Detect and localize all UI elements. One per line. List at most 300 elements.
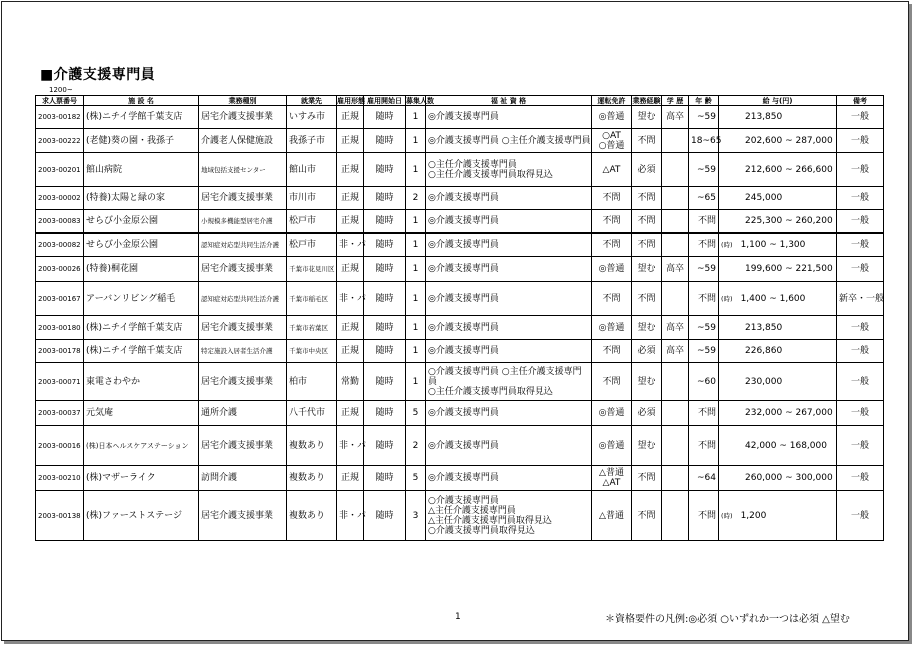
salary-value: 213,850 — [745, 112, 783, 122]
business-type-cell: 介護老人保健施設 — [199, 129, 287, 153]
job-id-cell: 2003-00178 — [36, 340, 84, 363]
qualification-cell — [426, 210, 592, 233]
salary-cell — [719, 491, 837, 541]
license-line: △普通 — [599, 468, 624, 478]
qualification-line: 員 — [428, 376, 438, 387]
note-cell: 一般 — [837, 257, 884, 282]
job-id-cell: 2003-00138 — [36, 491, 84, 541]
salary-cell — [719, 401, 837, 426]
business-type-cell: 特定施設入居者生活介護 — [199, 340, 287, 363]
qualification-line: ◎介護支援専門員 — [428, 239, 499, 250]
job-id-cell: 2003-00180 — [36, 316, 84, 340]
education-cell — [662, 153, 689, 187]
headcount-cell: 5 — [406, 466, 426, 491]
salary-value: 1,100 ~ 1,300 — [740, 239, 806, 250]
headcount-cell: 1 — [406, 153, 426, 187]
facility-name-cell: (株)日本ヘルスケアステーション — [84, 426, 199, 466]
note-cell: 一般 — [837, 363, 884, 401]
education-cell — [662, 187, 689, 210]
location-cell: 八千代市 — [287, 401, 337, 426]
experience-cell: 不問 — [632, 129, 662, 153]
experience-cell: 不問 — [632, 282, 662, 316]
location-cell: 千葉市中央区 — [287, 340, 337, 363]
job-id-cell: 2003-00201 — [36, 153, 84, 187]
table-row — [36, 491, 884, 541]
employment-type-cell: 正規 — [337, 257, 364, 282]
business-type-cell: 居宅介護支援事業 — [199, 363, 287, 401]
note-cell: 一般 — [837, 210, 884, 233]
education-cell: 高卒 — [662, 316, 689, 340]
license-cell — [592, 426, 632, 466]
business-type-cell: 居宅介護支援事業 — [199, 257, 287, 282]
experience-cell: 不問 — [632, 210, 662, 233]
license-cell — [592, 491, 632, 541]
header-cell: 求人票番号 — [36, 96, 84, 106]
note-cell: 一般 — [837, 187, 884, 210]
header-cell: 施 設 名 — [84, 96, 199, 106]
start-date-cell: 随時 — [364, 129, 406, 153]
license-cell — [592, 466, 632, 491]
age-cell: ~65 — [689, 187, 719, 210]
location-cell: 千葉市若葉区 — [287, 316, 337, 340]
facility-name-cell: (老健)葵の園・我孫子 — [84, 129, 199, 153]
business-type-cell: 地域包括支援センター — [199, 153, 287, 187]
facility-name-cell: せらび小金原公園 — [84, 233, 199, 257]
start-date-cell: 随時 — [364, 491, 406, 541]
qualification-legend: ＊資格要件の凡例:◎必須 ○いずれか一つは必須 △望む — [605, 614, 850, 625]
header-cell: 就業先 — [287, 96, 337, 106]
location-cell: 館山市 — [287, 153, 337, 187]
employment-type-cell: 非・パ — [337, 282, 364, 316]
salary-cell — [719, 233, 837, 257]
start-date-cell: 随時 — [364, 466, 406, 491]
qualification-cell — [426, 426, 592, 466]
license-line: ○普通 — [598, 140, 625, 151]
business-type-cell: 訪問介護 — [199, 466, 287, 491]
table-row — [36, 363, 884, 401]
qualification-line: ○主任介護支援専門員取得見込 — [428, 386, 553, 397]
job-id-cell: 2003-00182 — [36, 106, 84, 129]
age-cell: ~59 — [689, 340, 719, 363]
note-cell: 一般 — [837, 401, 884, 426]
table-row — [36, 257, 884, 282]
employment-type-cell: 正規 — [337, 340, 364, 363]
employment-type-cell: 正規 — [337, 153, 364, 187]
experience-cell: 望む — [632, 426, 662, 466]
employment-type-cell: 正規 — [337, 316, 364, 340]
location-cell: 複数あり — [287, 466, 337, 491]
salary-value: 1,200 — [740, 510, 767, 521]
table-row — [36, 187, 884, 210]
license-line: ◎普通 — [598, 112, 625, 122]
qualification-cell — [426, 466, 592, 491]
salary-cell — [719, 106, 837, 129]
business-type-cell: 居宅介護支援事業 — [199, 491, 287, 541]
qualification-line: ◎介護支援専門員 ○主任介護支援専門員 — [428, 135, 591, 146]
location-cell: 市川市 — [287, 187, 337, 210]
license-line: △普通 — [599, 510, 624, 521]
education-cell — [662, 363, 689, 401]
experience-cell: 必須 — [632, 153, 662, 187]
document-page — [1, 1, 909, 641]
location-cell: 我孫子市 — [287, 129, 337, 153]
salary-value: 260,000 ~ 300,000 — [745, 473, 833, 483]
job-id-cell: 2003-00037 — [36, 401, 84, 426]
job-id-cell: 2003-00002 — [36, 187, 84, 210]
page-subtitle: 1200~ — [49, 86, 73, 94]
salary-value: 245,000 — [745, 193, 783, 203]
salary-cell — [719, 363, 837, 401]
header-cell: 運転免許 — [592, 96, 632, 106]
license-line: 不問 — [602, 215, 621, 226]
license-cell — [592, 153, 632, 187]
business-type-cell: 小規模多機能型居宅介護 — [199, 210, 287, 233]
start-date-cell: 随時 — [364, 316, 406, 340]
experience-cell: 望む — [632, 316, 662, 340]
qualification-line: ◎介護支援専門員 — [428, 193, 499, 203]
age-cell: ~59 — [689, 257, 719, 282]
table-row — [36, 153, 884, 187]
header-cell: 福 祉 資 格 — [426, 96, 592, 106]
salary-value: 230,000 — [745, 376, 783, 387]
license-cell — [592, 233, 632, 257]
education-cell — [662, 401, 689, 426]
job-id-cell: 2003-00082 — [36, 233, 84, 257]
note-cell: 一般 — [837, 491, 884, 541]
qualification-line: ◎介護支援専門員 — [428, 408, 499, 418]
qualification-line: △主任介護支援専門員取得見込 — [428, 515, 552, 526]
note-cell: 一般 — [837, 233, 884, 257]
headcount-cell: 1 — [406, 316, 426, 340]
salary-cell — [719, 210, 837, 233]
note-cell: 新卒・一般 — [837, 282, 884, 316]
license-cell — [592, 340, 632, 363]
headcount-cell: 1 — [406, 129, 426, 153]
business-type-cell: 居宅介護支援事業 — [199, 187, 287, 210]
experience-cell: 不問 — [632, 466, 662, 491]
license-cell — [592, 401, 632, 426]
facility-name-cell: 元気庵 — [84, 401, 199, 426]
business-type-cell: 認知症対応型共同生活介護 — [199, 233, 287, 257]
headcount-cell: 3 — [406, 491, 426, 541]
employment-type-cell: 非・パ — [337, 233, 364, 257]
salary-value: 199,600 ~ 221,500 — [745, 264, 833, 274]
note-cell: 一般 — [837, 466, 884, 491]
age-cell: ~60 — [689, 363, 719, 401]
location-cell: いすみ市 — [287, 106, 337, 129]
start-date-cell: 随時 — [364, 233, 406, 257]
salary-value: 202,600 ~ 287,000 — [745, 135, 833, 146]
employment-type-cell: 正規 — [337, 106, 364, 129]
experience-cell: 必須 — [632, 401, 662, 426]
header-cell: 雇用開始日 — [364, 96, 406, 106]
license-line: 不問 — [602, 239, 621, 250]
age-cell: 不問 — [689, 282, 719, 316]
table-row — [36, 233, 884, 257]
start-date-cell: 随時 — [364, 187, 406, 210]
qualification-line: △主任介護支援専門員 — [428, 505, 516, 516]
business-type-cell: 居宅介護支援事業 — [199, 316, 287, 340]
experience-cell: 不問 — [632, 491, 662, 541]
header-cell: 学 歴 — [662, 96, 689, 106]
salary-cell — [719, 129, 837, 153]
qualification-line: ◎介護支援専門員 — [428, 473, 499, 483]
start-date-cell: 随時 — [364, 426, 406, 466]
business-type-cell: 通所介護 — [199, 401, 287, 426]
salary-cell — [719, 316, 837, 340]
employment-type-cell: 正規 — [337, 210, 364, 233]
location-cell: 複数あり — [287, 491, 337, 541]
age-cell: ~59 — [689, 106, 719, 129]
age-cell: 不問 — [689, 426, 719, 466]
headcount-cell: 1 — [406, 210, 426, 233]
facility-name-cell: せらび小金原公園 — [84, 210, 199, 233]
location-cell: 千葉市花見川区 — [287, 257, 337, 282]
experience-cell: 不問 — [632, 187, 662, 210]
header-cell: 募集人数 — [406, 96, 434, 105]
qualification-line: ◎介護支援専門員 — [428, 440, 499, 451]
qualification-line: ○介護支援専門員取得見込 — [428, 525, 535, 536]
qualification-cell — [426, 491, 592, 541]
qualification-cell — [426, 129, 592, 153]
headcount-cell: 2 — [406, 187, 426, 210]
qualification-cell — [426, 316, 592, 340]
license-line: ◎普通 — [598, 408, 625, 418]
experience-cell: 望む — [632, 257, 662, 282]
education-cell — [662, 491, 689, 541]
qualification-cell — [426, 153, 592, 187]
headcount-cell: 1 — [406, 363, 426, 401]
salary-value: 232,000 ~ 267,000 — [745, 408, 833, 418]
salary-cell — [719, 426, 837, 466]
salary-cell — [719, 153, 837, 187]
salary-value: 42,000 ~ 168,000 — [745, 440, 827, 451]
job-id-cell: 2003-00016 — [36, 426, 84, 466]
header-cell: 業務経験 — [632, 96, 661, 105]
start-date-cell: 随時 — [364, 401, 406, 426]
table-row — [36, 210, 884, 233]
facility-name-cell: (特養)太陽と緑の家 — [84, 187, 199, 210]
job-id-cell: 2003-00222 — [36, 129, 84, 153]
age-cell: 不問 — [689, 210, 719, 233]
salary-cell — [719, 187, 837, 210]
headcount-cell: 2 — [406, 426, 426, 466]
salary-value: 213,850 — [745, 322, 783, 333]
license-cell — [592, 316, 632, 340]
table-row — [36, 316, 884, 340]
salary-cell — [719, 257, 837, 282]
qualification-cell — [426, 363, 592, 401]
table-row — [36, 340, 884, 363]
qualification-cell — [426, 401, 592, 426]
headcount-cell: 1 — [406, 340, 426, 363]
job-id-cell: 2003-00071 — [36, 363, 84, 401]
education-cell — [662, 426, 689, 466]
table-row — [36, 282, 884, 316]
start-date-cell: 随時 — [364, 210, 406, 233]
hourly-tag: (時) — [721, 511, 733, 520]
education-cell — [662, 282, 689, 316]
qualification-cell — [426, 233, 592, 257]
license-cell — [592, 106, 632, 129]
location-cell: 柏市 — [287, 363, 337, 401]
job-id-cell: 2003-00210 — [36, 466, 84, 491]
table-row — [36, 426, 884, 466]
note-cell: 一般 — [837, 129, 884, 153]
facility-name-cell: 東電さわやか — [84, 363, 199, 401]
experience-cell: 望む — [632, 363, 662, 401]
facility-name-cell: (特養)桐花園 — [84, 257, 199, 282]
header-cell: 業務種別 — [199, 96, 287, 106]
license-cell — [592, 363, 632, 401]
experience-cell: 不問 — [632, 233, 662, 257]
headcount-cell: 1 — [406, 233, 426, 257]
start-date-cell: 随時 — [364, 363, 406, 401]
start-date-cell: 随時 — [364, 257, 406, 282]
qualification-line: ◎介護支援専門員 — [428, 112, 499, 122]
qualification-cell — [426, 257, 592, 282]
header-cell: 給 与(円) — [719, 96, 837, 106]
qualification-cell — [426, 340, 592, 363]
table-row — [36, 106, 884, 129]
license-line: △AT — [602, 478, 621, 488]
license-line: 不問 — [602, 293, 621, 304]
facility-name-cell: 館山病院 — [84, 153, 199, 187]
age-cell: 不問 — [689, 401, 719, 426]
facility-name-cell: (株)マザーライク — [84, 466, 199, 491]
age-cell: ~59 — [689, 153, 719, 187]
employment-type-cell: 正規 — [337, 466, 364, 491]
license-line: 不問 — [602, 376, 621, 387]
license-cell — [592, 257, 632, 282]
headcount-cell: 5 — [406, 401, 426, 426]
education-cell: 高卒 — [662, 106, 689, 129]
salary-cell — [719, 340, 837, 363]
headcount-cell: 1 — [406, 282, 426, 316]
license-line: ○AT — [602, 130, 621, 141]
table-row — [36, 466, 884, 491]
age-cell: 不問 — [689, 233, 719, 257]
license-cell — [592, 282, 632, 316]
facility-name-cell: (株)ニチイ学館千葉支店 — [84, 106, 199, 129]
facility-name-cell: (株)ファーストステージ — [84, 491, 199, 541]
table-row — [36, 129, 884, 153]
license-line: 不問 — [602, 346, 621, 356]
hourly-tag: (時) — [721, 240, 733, 249]
experience-cell: 望む — [632, 106, 662, 129]
start-date-cell: 随時 — [364, 153, 406, 187]
employment-type-cell: 非・パ — [337, 491, 364, 541]
note-cell: 一般 — [837, 340, 884, 363]
location-cell: 千葉市稲毛区 — [287, 282, 337, 316]
headcount-cell: 1 — [406, 106, 426, 129]
qualification-line: ◎介護支援専門員 — [428, 293, 499, 304]
qualification-line: ◎介護支援専門員 — [428, 346, 499, 356]
age-cell: 不問 — [689, 491, 719, 541]
facility-name-cell: (株)ニチイ学館千葉支店 — [84, 316, 199, 340]
salary-value: 212,600 ~ 266,600 — [745, 164, 833, 175]
start-date-cell: 随時 — [364, 340, 406, 363]
header-cell: 年 齢 — [689, 96, 719, 106]
qualification-cell — [426, 187, 592, 210]
job-id-cell: 2003-00167 — [36, 282, 84, 316]
facility-name-cell: アーバンリビング稲毛 — [84, 282, 199, 316]
job-table — [35, 95, 884, 541]
license-cell — [592, 129, 632, 153]
education-cell — [662, 466, 689, 491]
note-cell: 一般 — [837, 153, 884, 187]
note-cell: 一般 — [837, 316, 884, 340]
location-cell: 松戸市 — [287, 233, 337, 257]
job-id-cell: 2003-00026 — [36, 257, 84, 282]
employment-type-cell: 非・パ — [337, 426, 364, 466]
education-cell: 高卒 — [662, 340, 689, 363]
employment-type-cell: 正規 — [337, 401, 364, 426]
qualification-cell — [426, 106, 592, 129]
qualification-line: ○主任介護支援専門員取得見込 — [428, 169, 553, 180]
age-cell: 18~65 — [689, 129, 719, 153]
page-title: ■介護支援専門員 — [40, 67, 156, 83]
qualification-line: ◎介護支援専門員 — [428, 264, 499, 274]
qualification-line: ○主任介護支援専門員 — [428, 159, 517, 170]
header-cell: 備考 — [837, 96, 884, 106]
location-cell: 松戸市 — [287, 210, 337, 233]
header-cell: 雇用形態 — [337, 96, 365, 105]
employment-type-cell: 常勤 — [337, 363, 364, 401]
license-line: ◎普通 — [598, 264, 625, 274]
table-row — [36, 401, 884, 426]
qualification-line: ○介護支援専門員 ○主任介護支援専門 — [428, 366, 582, 377]
age-cell: ~64 — [689, 466, 719, 491]
education-cell: 高卒 — [662, 257, 689, 282]
table-header-row — [36, 96, 884, 106]
job-id-cell: 2003-00083 — [36, 210, 84, 233]
hourly-tag: (時) — [721, 294, 733, 303]
license-cell — [592, 210, 632, 233]
salary-cell — [719, 282, 837, 316]
note-cell: 一般 — [837, 426, 884, 466]
age-cell: ~59 — [689, 316, 719, 340]
employment-type-cell: 正規 — [337, 129, 364, 153]
qualification-line: ○介護支援専門員 — [428, 495, 499, 506]
license-cell — [592, 187, 632, 210]
headcount-cell: 1 — [406, 257, 426, 282]
qualification-line: ◎介護支援専門員 — [428, 215, 499, 226]
business-type-cell: 居宅介護支援事業 — [199, 106, 287, 129]
education-cell — [662, 210, 689, 233]
business-type-cell: 認知症対応型共同生活介護 — [199, 282, 287, 316]
business-type-cell: 居宅介護支援事業 — [199, 426, 287, 466]
qualification-line: ◎介護支援専門員 — [428, 322, 499, 333]
start-date-cell: 随時 — [364, 282, 406, 316]
experience-cell: 必須 — [632, 340, 662, 363]
qualification-cell — [426, 282, 592, 316]
license-line: ◎普通 — [598, 440, 625, 451]
note-cell: 一般 — [837, 106, 884, 129]
education-cell — [662, 129, 689, 153]
salary-value: 225,300 ~ 260,200 — [745, 215, 833, 226]
employment-type-cell: 正規 — [337, 187, 364, 210]
license-line: ◎普通 — [598, 322, 625, 333]
license-line: △AT — [602, 164, 621, 175]
salary-value: 1,400 ~ 1,600 — [740, 293, 806, 304]
license-line: 不問 — [602, 193, 621, 203]
location-cell: 複数あり — [287, 426, 337, 466]
salary-value: 226,860 — [745, 346, 783, 356]
page-number: 1 — [455, 612, 461, 622]
start-date-cell: 随時 — [364, 106, 406, 129]
facility-name-cell: (株)ニチイ学館千葉支店 — [84, 340, 199, 363]
